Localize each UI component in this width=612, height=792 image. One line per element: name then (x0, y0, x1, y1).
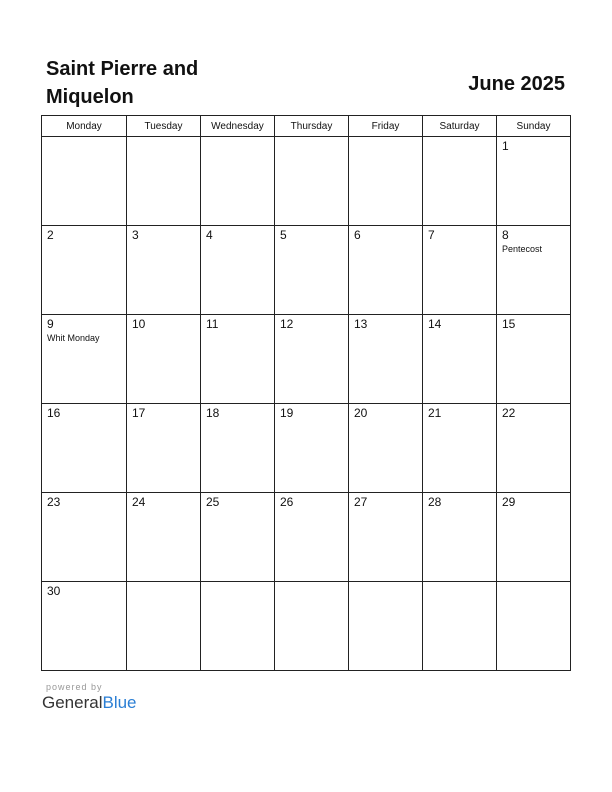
day-number (497, 582, 570, 584)
weekday-header-row (42, 116, 571, 137)
day-cell (42, 493, 127, 582)
day-cell (201, 404, 275, 493)
day-number: 3 (132, 228, 139, 242)
day-number: 12 (280, 317, 294, 331)
day-number: 8 (502, 228, 509, 242)
day-cell (423, 137, 497, 226)
day-cell (349, 493, 423, 582)
day-cell (275, 404, 349, 493)
day-number: 9 (47, 317, 54, 331)
day-cell (42, 582, 127, 671)
day-cell (349, 404, 423, 493)
day-cell (497, 315, 571, 404)
day-number: 15 (502, 317, 516, 331)
day-number (42, 137, 126, 139)
day-number: 30 (47, 584, 61, 598)
day-number (423, 137, 496, 139)
day-cell (127, 315, 201, 404)
day-cell (127, 226, 201, 315)
day-number: 24 (132, 495, 146, 509)
day-number (423, 582, 496, 584)
weekday-header: Sunday (497, 116, 571, 137)
day-number: 4 (206, 228, 213, 242)
week-row (42, 315, 571, 404)
day-number: 18 (206, 406, 220, 420)
day-number: 25 (206, 495, 220, 509)
day-cell (423, 404, 497, 493)
day-cell (423, 582, 497, 671)
day-number (349, 137, 422, 139)
day-cell (201, 226, 275, 315)
day-cell (349, 582, 423, 671)
day-cell (42, 137, 127, 226)
month-title: June 2025 (468, 73, 565, 95)
day-cell (42, 404, 127, 493)
day-number: 7 (428, 228, 435, 242)
powered-by-text: powered by (46, 682, 103, 692)
day-cell (275, 582, 349, 671)
day-number (201, 582, 274, 584)
day-cell (275, 315, 349, 404)
day-cell (423, 493, 497, 582)
week-row (42, 493, 571, 582)
day-cell (497, 226, 571, 315)
day-cell (497, 582, 571, 671)
weekday-header: Wednesday (201, 116, 275, 137)
week-row (42, 404, 571, 493)
holiday-label: Pentecost (502, 244, 543, 254)
day-number: 5 (280, 228, 287, 242)
holiday-label: Whit Monday (47, 333, 100, 343)
day-number: 28 (428, 495, 442, 509)
day-cell (275, 493, 349, 582)
day-number (275, 582, 348, 584)
day-number: 27 (354, 495, 368, 509)
day-number (275, 137, 348, 139)
day-number: 16 (47, 406, 61, 420)
day-cell (497, 404, 571, 493)
day-cell (42, 226, 127, 315)
day-cell (275, 226, 349, 315)
day-cell (201, 137, 275, 226)
weekday-header: Saturday (423, 116, 497, 137)
day-cell (349, 137, 423, 226)
calendar-grid (41, 115, 571, 671)
day-number: 19 (280, 406, 294, 420)
week-row (42, 582, 571, 671)
weekday-header: Friday (349, 116, 423, 137)
day-number: 14 (428, 317, 442, 331)
day-cell (497, 493, 571, 582)
day-number: 13 (354, 317, 368, 331)
day-cell (127, 493, 201, 582)
day-number: 17 (132, 406, 146, 420)
day-number (127, 582, 200, 584)
weekday-header: Monday (42, 116, 127, 137)
day-cell (275, 137, 349, 226)
day-cell (349, 315, 423, 404)
day-number: 22 (502, 406, 516, 420)
day-number: 1 (502, 139, 509, 153)
day-cell (201, 493, 275, 582)
day-number: 26 (280, 495, 294, 509)
weekday-header: Tuesday (127, 116, 201, 137)
day-number: 10 (132, 317, 146, 331)
day-cell (201, 582, 275, 671)
week-row (42, 226, 571, 315)
day-cell (127, 582, 201, 671)
day-number: 23 (47, 495, 61, 509)
day-cell (497, 137, 571, 226)
day-number (201, 137, 274, 139)
day-cell (201, 315, 275, 404)
region-title: Saint Pierre and Miquelon (46, 58, 199, 108)
day-number: 6 (354, 228, 361, 242)
day-number (349, 582, 422, 584)
day-cell (42, 315, 127, 404)
weekday-header: Thursday (275, 116, 349, 137)
day-number: 20 (354, 406, 368, 420)
day-number: 2 (47, 228, 54, 242)
day-cell (127, 137, 201, 226)
week-row (42, 137, 571, 226)
day-cell (423, 226, 497, 315)
day-number: 21 (428, 406, 442, 420)
brand-blue: Blue (102, 693, 137, 712)
brand-general: General (42, 693, 103, 712)
day-cell (127, 404, 201, 493)
day-cell (349, 226, 423, 315)
day-number: 29 (502, 495, 516, 509)
generalblue-logo[interactable] (42, 693, 137, 713)
day-number: 11 (206, 317, 219, 331)
day-cell (423, 315, 497, 404)
day-number (127, 137, 200, 139)
